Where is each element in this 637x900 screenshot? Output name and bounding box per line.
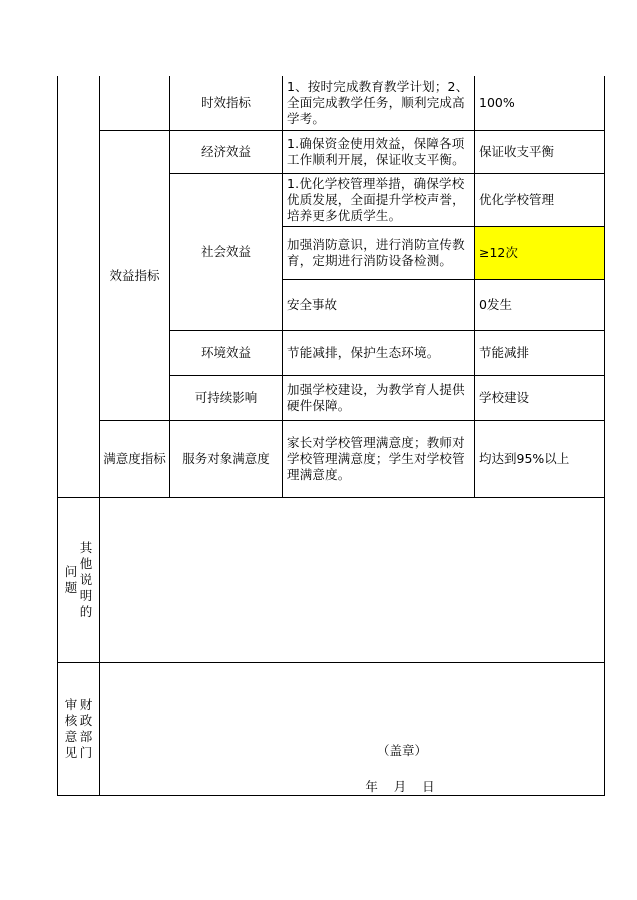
other-notes-label	[58, 540, 99, 630]
seal-text	[372, 742, 432, 760]
desc-economic-text: 1.确保资金使用效益，保障各项工作顺利开展，保证收支平衡。	[287, 136, 465, 167]
other-notes-label-col1: 其他说明的	[79, 540, 93, 619]
other-notes-label-col2: 问题	[64, 564, 78, 595]
indicator-sustainability	[170, 376, 282, 420]
date-text	[360, 778, 440, 796]
desc-sustainability	[283, 376, 474, 420]
indicator-economic-label: 经济效益	[200, 144, 251, 159]
target-social-1	[475, 174, 604, 226]
indicator-sustainability-label: 可持续影响	[194, 390, 258, 405]
border-right	[604, 76, 605, 796]
desc-social-2	[283, 227, 474, 279]
row-line-9	[57, 662, 605, 663]
desc-social-3-text: 安全事故	[287, 297, 338, 312]
target-social-3	[475, 280, 604, 330]
target-economic-value: 保证收支平衡	[479, 144, 555, 159]
desc-satisfaction-text: 家长对学校管理满意度；教师对学校管理满意度；学生对学校管理满意度。	[287, 435, 465, 482]
target-environment	[475, 331, 604, 375]
finance-review-label-col2: 审核意见	[64, 697, 78, 760]
category-satisfaction-label: 满意度指标	[103, 451, 166, 466]
category-benefit	[100, 131, 169, 420]
target-timeliness-value: 100%	[479, 95, 515, 110]
indicator-social	[170, 174, 282, 330]
desc-environment-text: 节能减排，保护生态环境。	[287, 345, 440, 360]
desc-timeliness	[283, 76, 474, 130]
target-economic	[475, 131, 604, 173]
target-social-3-value: 0发生	[479, 297, 512, 312]
desc-economic	[283, 131, 474, 173]
target-social-2-highlighted	[475, 227, 604, 279]
desc-satisfaction	[283, 421, 474, 497]
target-sustainability-value: 学校建设	[479, 390, 530, 405]
finance-review-label-col1: 财政部门	[79, 697, 93, 760]
target-timeliness	[475, 76, 604, 130]
desc-social-3	[283, 280, 474, 330]
seal-label: （盖章）	[376, 743, 427, 758]
desc-social-1	[283, 174, 474, 226]
desc-timeliness-text: 1、按时完成教育教学计划；2、全面完成教学任务，顺利完成高学考。	[287, 79, 469, 126]
indicator-timeliness	[170, 76, 282, 130]
target-satisfaction	[475, 421, 604, 497]
category-benefit-label: 效益指标	[109, 267, 160, 283]
other-notes-content	[100, 498, 604, 662]
indicator-social-label: 社会效益	[200, 244, 251, 259]
indicator-service-satisfaction-label: 服务对象满意度	[182, 451, 270, 466]
target-social-2-value: ≥12次	[479, 245, 518, 260]
desc-social-2-text: 加强消防意识，进行消防宣传教育，定期进行消防设备检测。	[287, 237, 465, 268]
indicator-environment-label: 环境效益	[200, 345, 251, 360]
target-sustainability	[475, 376, 604, 420]
target-social-1-value: 优化学校管理	[479, 192, 555, 207]
indicator-environment	[170, 331, 282, 375]
row-line-10	[57, 795, 605, 796]
indicator-service-satisfaction	[170, 421, 282, 497]
date-label: 年 月 日	[365, 779, 435, 794]
indicator-economic	[170, 131, 282, 173]
target-environment-value: 节能减排	[479, 345, 530, 360]
border-left	[57, 76, 58, 796]
desc-environment	[283, 331, 474, 375]
indicator-timeliness-label: 时效指标	[200, 95, 251, 110]
finance-review-label	[58, 697, 99, 767]
desc-social-1-text: 1.优化学校管理举措，确保学校优质发展，全面提升学校声誉，培养更多优质学生。	[287, 176, 465, 223]
category-satisfaction	[100, 421, 169, 497]
target-satisfaction-value: 均达到95%以上	[479, 451, 570, 466]
desc-sustainability-text: 加强学校建设，为教学育人提供硬件保障。	[287, 382, 465, 413]
